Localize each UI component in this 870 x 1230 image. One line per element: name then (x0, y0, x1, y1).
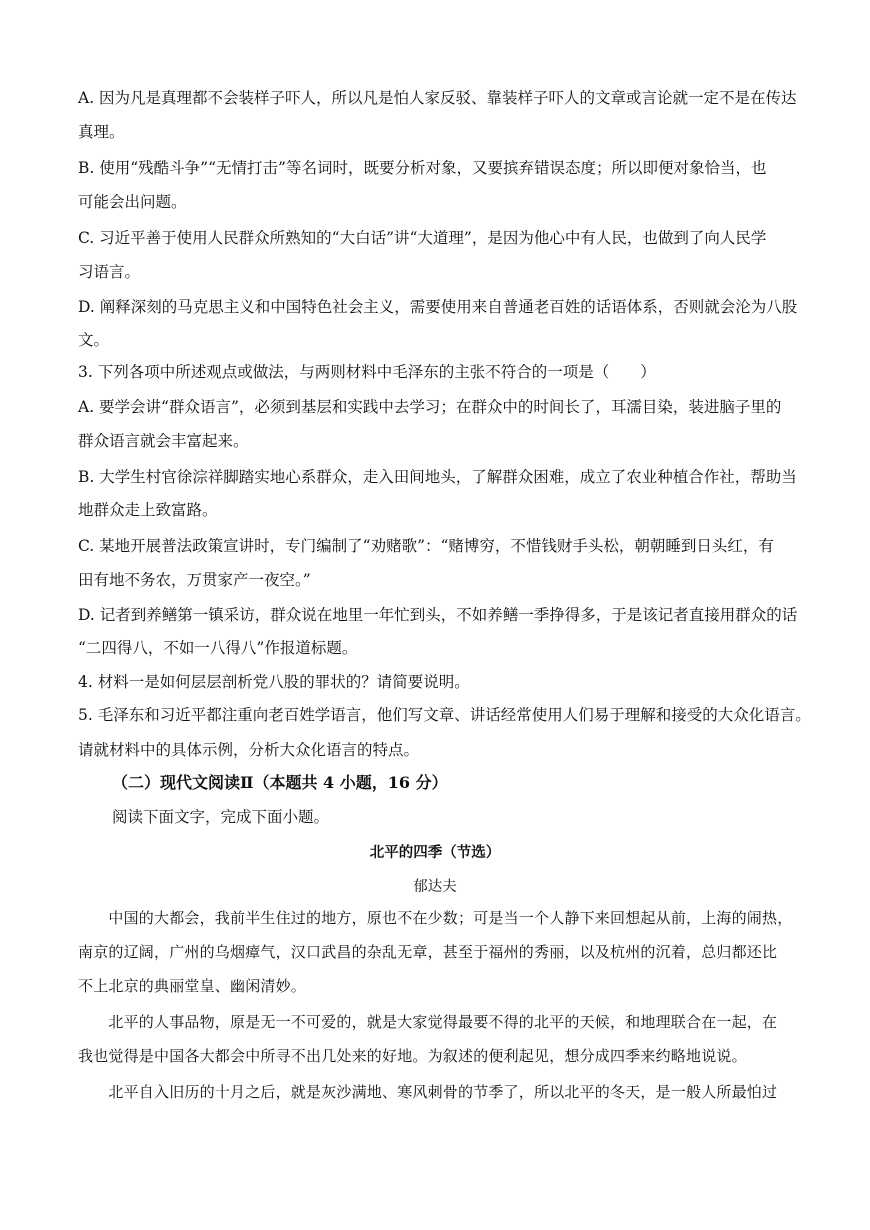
question-4: 4. 材料一是如何层层剖析党八股的罪状的？请简要说明。 (78, 673, 470, 691)
option-d-line-2: 文。 (78, 331, 110, 349)
article-line: 北平的人事品物，原是无一不可爱的，就是大家觉得最要不得的北平的天候，和地理联合在一起，在 (78, 1013, 778, 1031)
option-b-line-1: B. 使用“残酷斗争”“无情打击”等名词时，既要分析对象，又要摈弃错误态度；所以即便对象恰当，也 (78, 159, 767, 177)
article-line: 不上北京的典丽堂皇、幽闲清妙。 (78, 977, 307, 995)
q3-option-b-line-2: 地群众走上致富路。 (78, 501, 218, 519)
article-title: 北平的四季（节选） (369, 844, 501, 861)
q3-option-a-line-1: A. 要学会讲“群众语言”，必须到基层和实践中去学习；在群众中的时间长了，耳濡目染，装进脑子里的 (78, 398, 782, 416)
article-author: 郁达夫 (413, 879, 457, 895)
reading-instruction: 阅读下面文字，完成下面小题。 (112, 808, 330, 826)
option-a-line-1: A. 因为凡是真理都不会装样子吓人，所以凡是怕人家反驳、靠装样子吓人的文章或言论就一定不是在传达 (78, 89, 797, 107)
q3-option-a-line-2: 群众语言就会丰富起来。 (78, 432, 249, 450)
question-5-line-2: 请就材料中的具体示例，分析大众化语言的特点。 (78, 741, 420, 759)
article-line: 中国的大都会，我前半生住过的地方，原也不在少数；可是当一个人静下来回想起从前，上海的闹热， (78, 909, 793, 927)
q3-option-d-line-2: “二四得八，不如一八得八”作报道标题。 (78, 639, 358, 657)
q3-option-d-line-1: D. 记者到养鳝第一镇采访，群众说在地里一年忙到头，不如养鳝一季挣得多，于是该记者直接用群众的话 (78, 606, 798, 624)
article-line: 南京的辽阔，广州的乌烟瘴气，汉口武昌的杂乱无章，甚至于福州的秀丽，以及杭州的沉着，总归都还比 (78, 943, 778, 961)
option-b-line-2: 可能会出问题。 (78, 193, 187, 211)
article-line: 我也觉得是中国各大都会中所寻不出几处来的好地。为叙述的便利起见，想分成四季来约略地说说。 (78, 1047, 747, 1065)
section-heading: （二）现代文阅读Ⅱ（本题共 4 小题，16 分） (112, 773, 448, 792)
option-c-line-1: C. 习近平善于使用人民群众所熟知的“大白话”讲“大道理”，是因为他心中有人民，也做到了向人民学 (78, 229, 767, 247)
q3-option-c-line-2: 田有地不务农，万贯家产一夜空。” (78, 571, 311, 589)
option-d-line-1: D. 阐释深刻的马克思主义和中国特色社会主义，需要使用来自普通老百姓的话语体系，否则就会沦为八股 (78, 298, 798, 316)
question-5-line-1: 5. 毛泽东和习近平都注重向老百姓学语言，他们写文章、讲话经常使用人们易于理解和接受的大众化语言。 (78, 706, 811, 724)
option-a-line-2: 真理。 (78, 123, 125, 141)
q3-option-b-line-1: B. 大学生村官徐淙祥脚踏实地心系群众，走入田间地头，了解群众困难，成立了农业种植合作社，帮助当 (78, 468, 797, 486)
article-line: 北平自入旧历的十月之后，就是灰沙满地、寒风刺骨的节季了，所以北平的冬天，是一般人所最怕过 (78, 1083, 778, 1101)
q3-option-c-line-1: C. 某地开展普法政策宣讲时，专门编制了“劝赌歌”：“赌博穷，不惜钱财手头松，朝朝睡到日头红，有 (78, 537, 774, 555)
question-3: 3. 下列各项中所述观点或做法，与两则材料中毛泽东的主张不符合的一项是（ ） (78, 363, 656, 381)
option-c-line-2: 习语言。 (78, 263, 141, 281)
